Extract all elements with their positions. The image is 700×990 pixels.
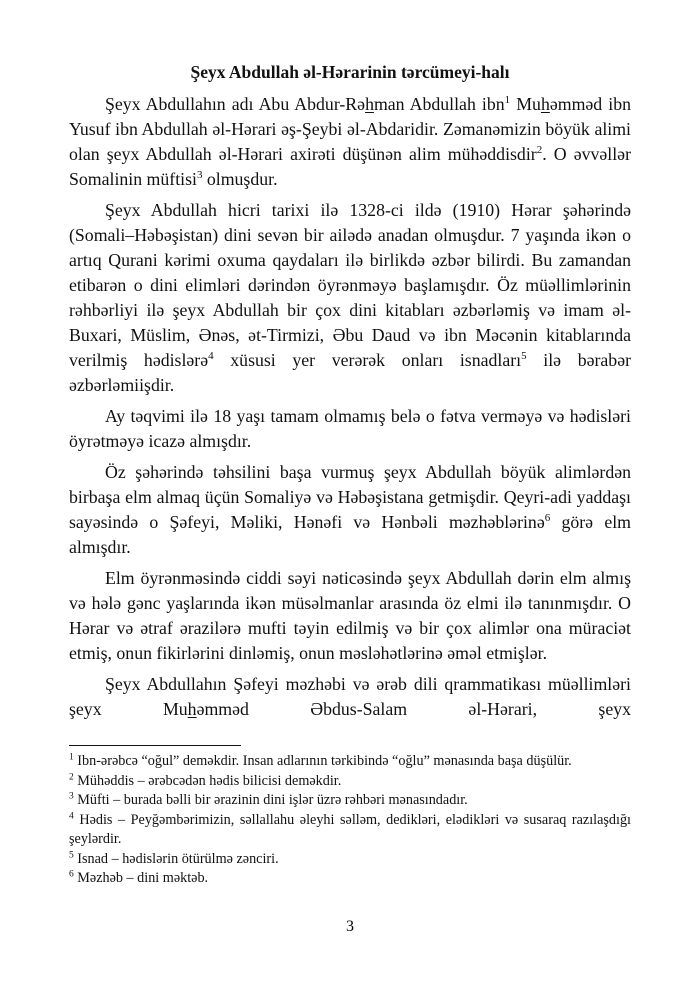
footnote-4: $^4$ Hədis – Peyğəmbərimizin, səllallahu əleyhi səlləm, dedikləri, elədikləri və susaraq razılaşdığı şeylərdir. xyxy=(69,810,631,847)
footnote-ref-5[interactable]: 5 xyxy=(521,350,527,363)
footnote-2: $^2$ Mühəddis – ərəbcədən hədis bilicisi deməkdir. xyxy=(69,771,342,789)
footnote-ref-4[interactable]: 4 xyxy=(208,350,214,363)
footnote-separator xyxy=(69,745,241,746)
footnote-ref-2[interactable]: 2 xyxy=(536,144,543,157)
footnote-ref-3[interactable]: 3 xyxy=(196,169,203,182)
footnote-ref-6[interactable]: 6 xyxy=(544,512,551,525)
body-text xyxy=(69,92,631,722)
page-number: 3 xyxy=(346,918,354,935)
paragraph-6: Şeyx Abdullahın Şəfeyi məzhəbi və ərəb dili qrammatikası müəllimləri şeyx Muhəmməd Əbdus-Salam əl-Hərari, şeyx xyxy=(69,674,631,719)
footnote-ref-1[interactable]: 1 xyxy=(504,94,511,107)
footnote-1: $^1$ Ibn-ərəbcə “oğul” deməkdir. Insan adlarının tərkibində “oğlu” mənasında başa düşülür. xyxy=(69,752,572,769)
footnotes xyxy=(69,752,631,889)
paragraph-2: Şeyx Abdullah hicri tarixi ilə 1328-ci ildə (1910) Hərar şəhərində (Somali–Həbəşistan) dini sevən bir ailədə anadan olmuşdur. 7 yaşında ikən o artıq Qurani kərimi oxuma qaydaları ilə birlikdə əzbər bilirdi. Bu zamandan etibarən o dini elimləri dərindən öyrənməyə başlamışdır. Öz müəllimlərinin rəhbərliyi ilə şeyx Abdullah bir çox dini kitabları əzbərləmiş və imam əl-Buxari, Müslim, Ənəs, ət-Tirmizi, Əbu Daud və ibn Məcənin kitablarında verilmiş hədislərə$^4$ xüsusi yer verərək onları isnadları$^5$ ilə bərabər əzbərləmiişdir. xyxy=(69,200,632,395)
paragraph-4: Öz şəhərində təhsilini başa vurmuş şeyx Abdullah böyük alimlərdən birbaşa elm almaq üçün Somaliyə və Həbəşistana getmişdir. Qeyri-adi yaddaşı sayəsində o Şəfeyi, Məliki, Hənəfi və Hənbəli məzhəblərinə$^6$ görə elm almışdır. xyxy=(69,462,631,557)
paragraph-5: Elm öyrənməsində ciddi səyi nəticəsində şeyx Abdullah dərin elm almış və hələ gənc yaşlarında ikən müsəlmanlar arasında öz elmi ilə tanınmışdır. O Hərar və ətraf ərazilərə mufti təyin edilmiş və bir çox alimlər ona müraciət etmiş, onun fikirlərini dinləmiş, onun məsləhətlərinə əməl etmişlər. xyxy=(69,568,631,663)
footnote-6: $^6$ Məzhəb – dini məktəb. xyxy=(69,869,209,886)
footnote-5: $^5$ Isnad – hədislərin ötürülmə zənciri. xyxy=(69,849,279,867)
page-content xyxy=(69,58,631,722)
paragraph-3: Ay təqvimi ilə 18 yaşı tamam olmamış belə o fətva verməyə və hədisləri öyrətməyə icazə almışdır. xyxy=(69,406,631,451)
paragraph-1: Şeyx Abdullahın adı Abu Abdur-Rəhman Abdullah ibn$^1$ Muhəmməd ibn Yusuf ibn Abdullah əl-Hərari əş-Şeybi əl-Abdaridir. Zəmanəmizin böyük alimi olan şeyx Abdullah əl-Hərari axirəti düşünən alim mühəddisdir$^2$. O əvvəllər Somalinin müftisi$^3$ olmuşdur. xyxy=(69,94,631,189)
page-title: Şeyx Abdullah əl-Hərarinin tərcümeyi-halı xyxy=(190,62,510,82)
footnote-3: $^3$ Müfti – burada bəlli bir ərazinin dini işlər üzrə rəhbəri mənasındadır. xyxy=(69,791,468,808)
